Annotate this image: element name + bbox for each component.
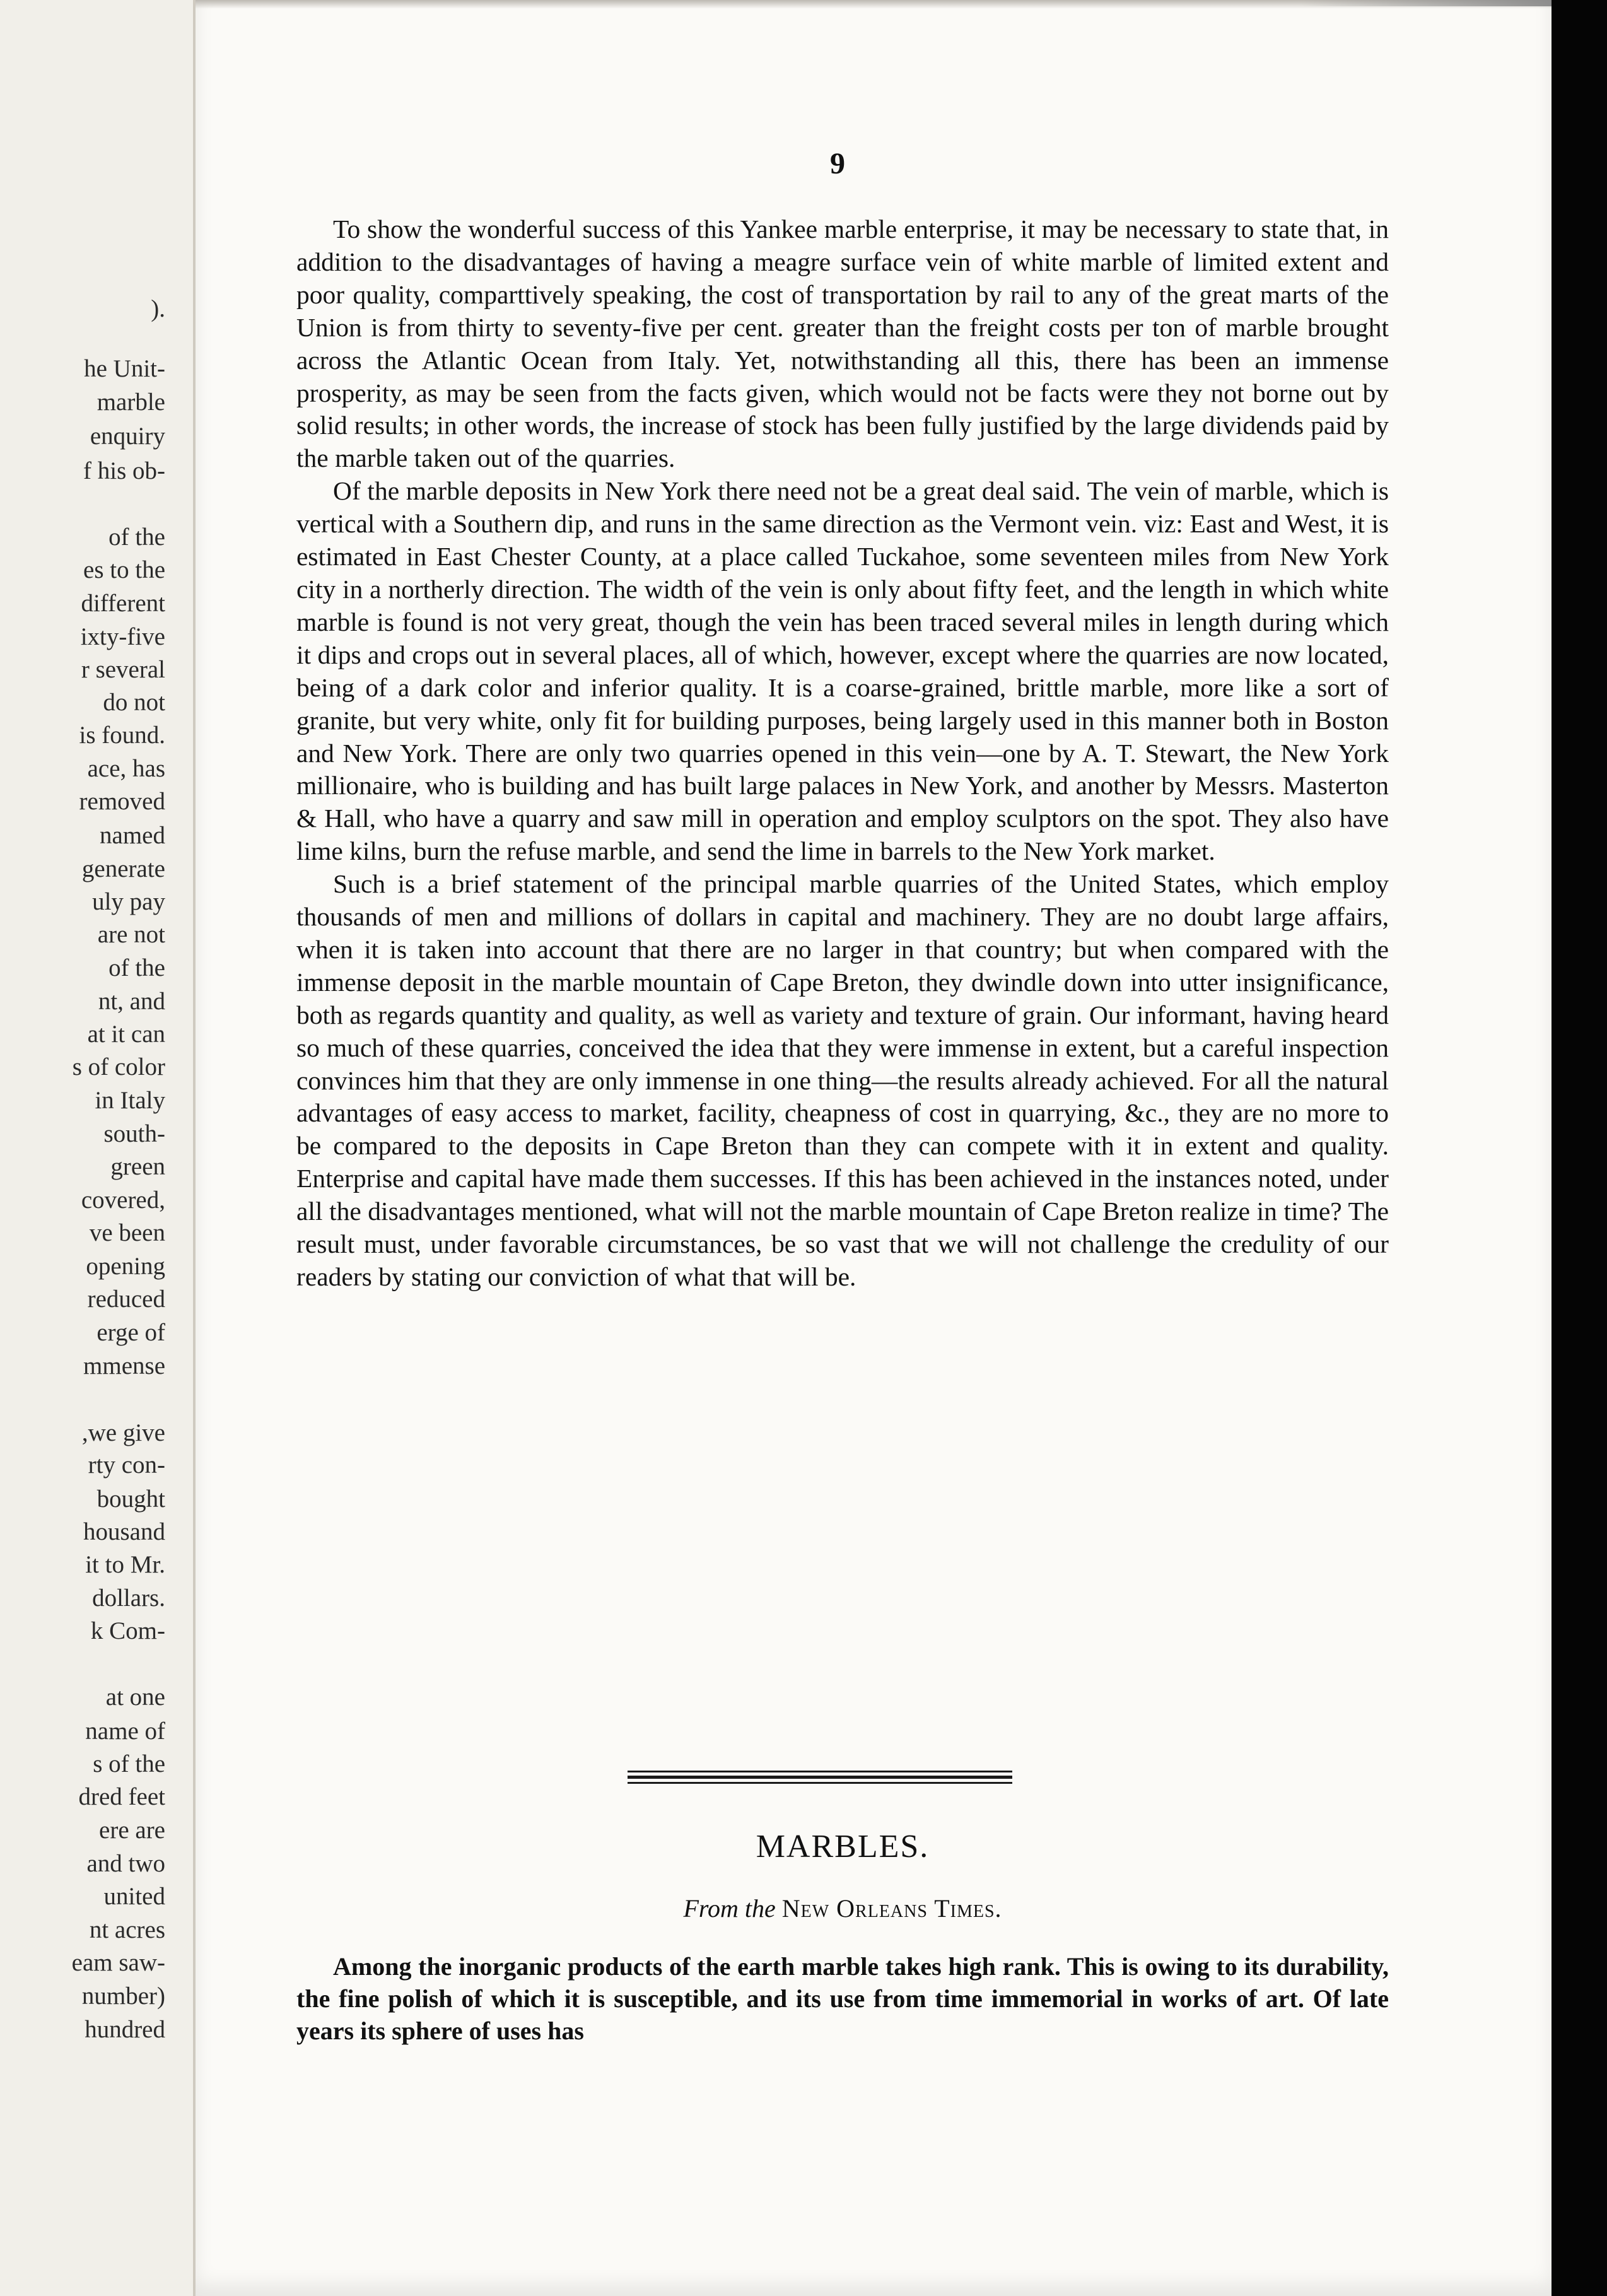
previous-page-line: it to Mr. bbox=[85, 1551, 165, 1578]
section-paragraph: Among the inorganic products of the earth marble takes high rank. This is owing to its durability, the fine polish of which it is susceptible, and its use from time immemorial in works of art. Of late years its sphere of uses has bbox=[296, 1952, 1389, 2045]
section-title: MARBLES. bbox=[756, 1829, 930, 1865]
previous-page-line: dollars. bbox=[92, 1584, 165, 1612]
previous-page-line: do not bbox=[103, 689, 165, 716]
previous-page-line: marble bbox=[96, 389, 165, 416]
previous-page-line: number) bbox=[81, 1983, 165, 2010]
article-paragraph: Such is a brief statement of the principal marble quarries of the United States, which employ thousands of men and millions of dollars in capital and machinery. They are no doubt large affairs, when it is taken into account that there are no larger in that country; but when compared with the immense deposit in the marble mountain of Cape Breton, they dwindle down into utter insignificance, both as regards quantity and quality, as well as variety and texture of grain. Our informant, having heard so much of these quarries, conceived the idea that they were immense in extent, but a careful inspection convinces him that they are only immense in one thing—the results already achieved. For all the natural advantages of easy access to market, facility, cheapness of cost in quarrying, &c., they are no more to be compared to the deposits in Cape Breton than they can compete with it in extent and quality. Enterprise and capital have made them successes. If this has been achieved in the instances noted, under all the disadvantages mentioned, what will not the marble mountain of Cape Breton realize in time? The result must, under favorable circumstances, be so vast that we will not challenge the credulity of our readers by stating our conviction of what that will be. bbox=[296, 869, 1389, 1291]
previous-page-line: at it can bbox=[87, 1021, 165, 1048]
previous-page-line: erge of bbox=[96, 1319, 165, 1346]
source-prefix: From the bbox=[683, 1894, 776, 1923]
divider-line-top bbox=[628, 1771, 1012, 1772]
previous-page-line: bought bbox=[96, 1485, 165, 1513]
previous-page-line: ace, has bbox=[87, 755, 165, 782]
previous-page-line: nt acres bbox=[89, 1916, 165, 1943]
previous-page-line: ). bbox=[151, 295, 165, 322]
previous-page-line: generate bbox=[81, 855, 165, 882]
previous-page-line: opening bbox=[86, 1253, 165, 1280]
divider-line-bottom bbox=[628, 1782, 1012, 1784]
previous-page-line: united bbox=[103, 1883, 165, 1910]
section-source bbox=[296, 1894, 1389, 1923]
article-body bbox=[296, 213, 1389, 1294]
previous-page-line: dred feet bbox=[78, 1783, 165, 1810]
previous-page-line: s of color bbox=[72, 1053, 165, 1081]
previous-page-line: nt, and bbox=[98, 988, 165, 1015]
section-divider bbox=[628, 1771, 1012, 1784]
previous-page-line: k Com- bbox=[90, 1617, 165, 1644]
previous-page-line: eam saw- bbox=[71, 1949, 165, 1976]
previous-page-line: es to the bbox=[83, 556, 165, 583]
previous-page-line: name of bbox=[85, 1718, 165, 1745]
divider-line-middle bbox=[628, 1776, 1012, 1779]
previous-page-line: green bbox=[110, 1153, 165, 1180]
previous-page-line: rty con- bbox=[88, 1451, 165, 1479]
previous-page-line: ve been bbox=[89, 1219, 165, 1246]
previous-page-line: f his ob- bbox=[83, 457, 165, 484]
previous-page-line: ,we give bbox=[81, 1419, 165, 1446]
previous-page-line: in Italy bbox=[95, 1087, 165, 1114]
previous-page-line: reduced bbox=[87, 1286, 165, 1313]
article-paragraph: Of the marble deposits in New York there need not be a great deal said. The vein of marble, which is vertical with a Southern dip, and runs in the same direction as the Vermont vein. viz: East and West, it is estimated in East Chester County, at a place called Tuckahoe, some seventeen miles from New York city in a northerly direction. The width of the vein is only about fifty feet, and the length in which white marble is found is not very great, though the vein has been traced several miles in length during which it dips and crops out in several places, all of which, however, except where the quarries are now located, being of a dark color and inferior quality. It is a coarse-grained, brittle marble, more like a sort of granite, but very white, only fit for building purposes, being largely used in this manner both in Boston and New York. There are only two quarries opened in this vein—one by A. T. Stewart, the New York millionaire, who is building and has built large palaces in New York, and another by Messrs. Masterton & Hall, who have a quarry and saw mill in operation and employ sculptors on the spot. They also have lime kilns, burn the refuse marble, and send the lime in barrels to the New York market. bbox=[296, 476, 1389, 866]
previous-page-line: ixty-five bbox=[80, 623, 165, 650]
previous-page-line: enquiry bbox=[90, 423, 165, 450]
previous-page-line: named bbox=[100, 822, 165, 849]
previous-page-line: mmense bbox=[83, 1352, 165, 1379]
previous-page-line: south- bbox=[103, 1120, 165, 1147]
previous-page-line: of the bbox=[108, 954, 165, 981]
previous-page-line: is found. bbox=[79, 722, 165, 749]
previous-page-line: he Unit- bbox=[84, 355, 165, 382]
previous-page-fragment bbox=[0, 0, 196, 2296]
previous-page-line: of the bbox=[108, 524, 165, 551]
previous-page-line: hundred bbox=[85, 2016, 165, 2043]
previous-page-line: covered, bbox=[81, 1186, 165, 1214]
previous-page-line: are not bbox=[97, 921, 165, 948]
page-number: 9 bbox=[830, 147, 845, 180]
previous-page-line: housand bbox=[83, 1518, 165, 1545]
previous-page-line: uly pay bbox=[92, 888, 165, 915]
section-body bbox=[296, 1950, 1389, 2047]
scan-border bbox=[1551, 0, 1607, 2296]
previous-page-line: r several bbox=[81, 656, 165, 683]
previous-page-line: removed bbox=[79, 788, 165, 815]
previous-page-line: ere are bbox=[99, 1817, 165, 1844]
previous-page-line: and two bbox=[86, 1850, 165, 1877]
previous-page-line: s of the bbox=[93, 1750, 165, 1778]
previous-page-line: at one bbox=[105, 1684, 165, 1711]
article-paragraph: To show the wonderful success of this Yankee marble enterprise, it may be necessary to state that, in addition to the disadvantages of having a meagre surface vein of white marble of limited extent and poor quality, comparttively speaking, the cost of transportation by rail to any of the great marts of the Union is from thirty to seventy-five per cent. greater than the freight costs per ton of marble brought across the Atlantic Ocean from Italy. Yet, notwithstanding all this, there has been an immense prosperity, as may be seen from the facts given, which would not be facts were they not borne out by solid results; in other words, the increase of stock has been fully justified by the large dividends paid by the marble taken out of the quarries. bbox=[296, 214, 1389, 473]
source-name: New Orleans Times. bbox=[781, 1894, 1002, 1923]
previous-page-line: different bbox=[81, 590, 165, 617]
